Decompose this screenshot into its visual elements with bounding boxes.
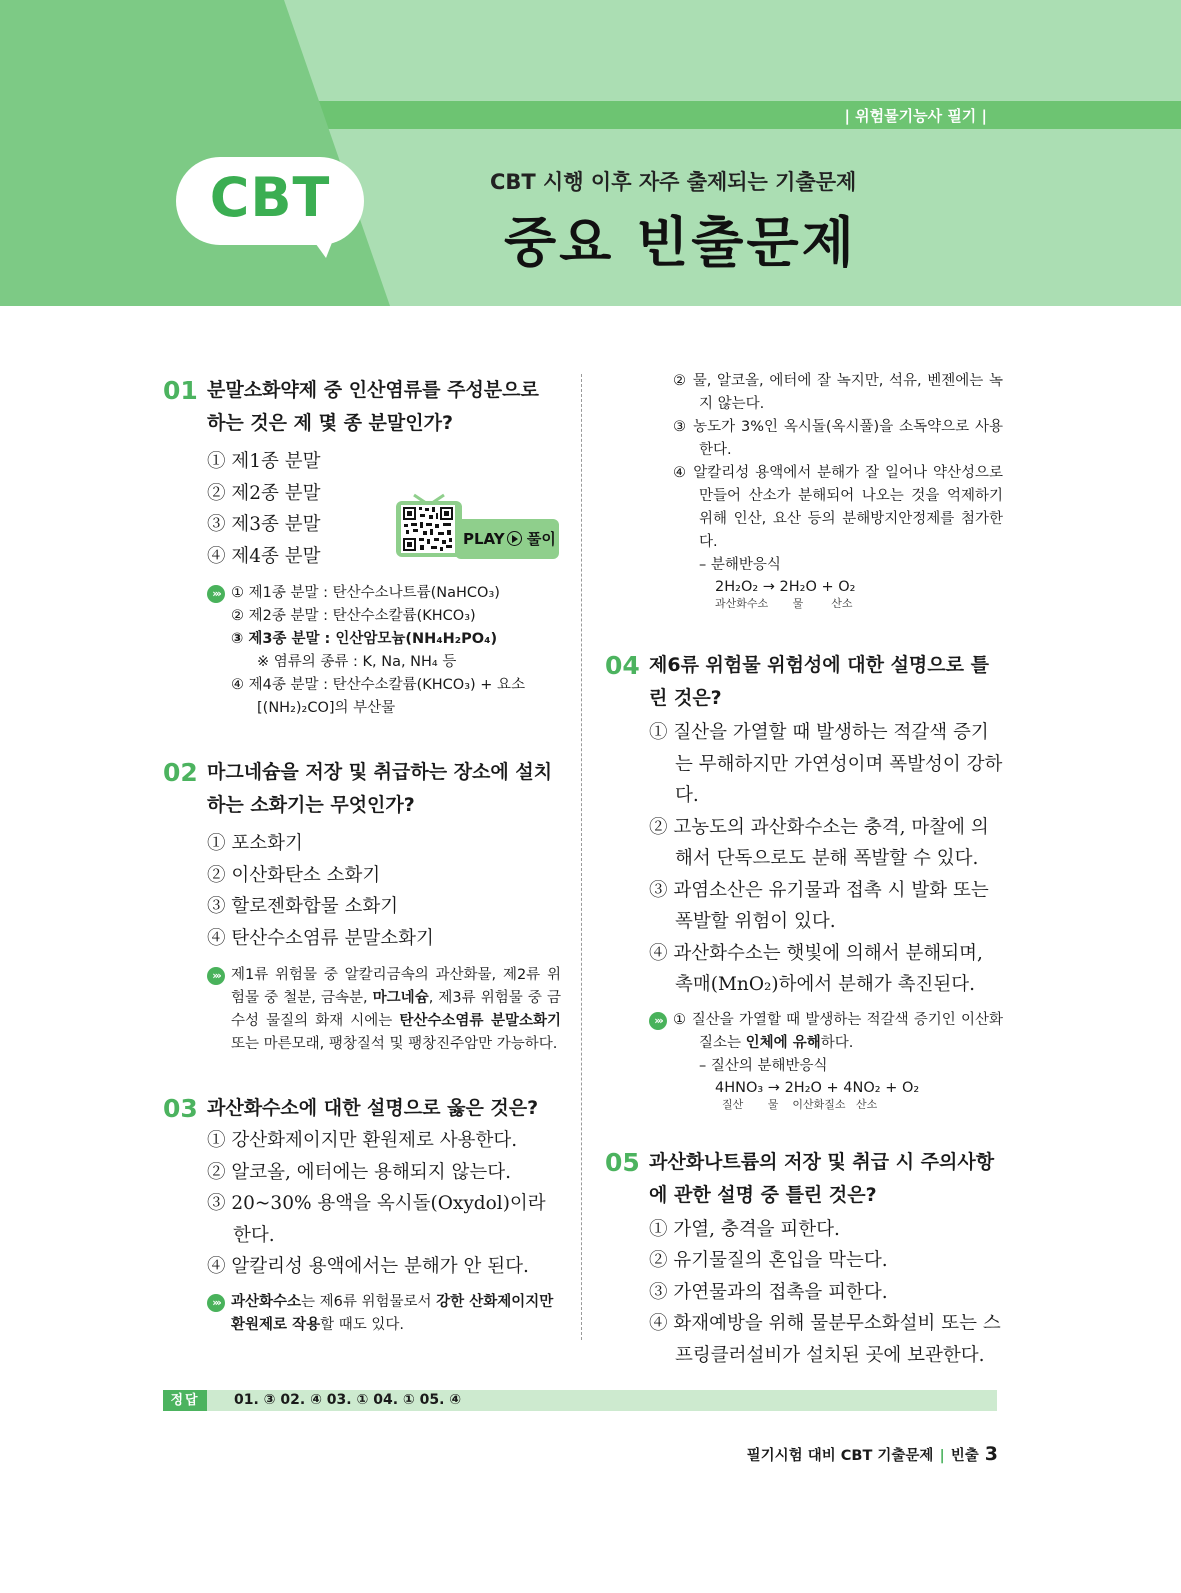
- page-number: 3: [984, 1443, 998, 1465]
- page-title: 중요 빈출문제: [504, 211, 857, 274]
- reaction-labels: 과산화수소 물 산소: [715, 597, 853, 610]
- explanation: [207, 1291, 561, 1337]
- column-divider: [581, 374, 582, 1340]
- answer-label: 정답: [163, 1390, 207, 1411]
- option-1[interactable]: ① 가열, 충격을 피한다.: [649, 1218, 840, 1240]
- explanation-line: ④ 제4종 분말 : 탄산수소칼륨(KHCO₃) + 요소 [(NH₂)₂CO]의 부산물: [231, 677, 526, 716]
- option-3[interactable]: ③ 가연물과의 접촉을 피한다.: [649, 1281, 888, 1303]
- option-2[interactable]: ② 제2종 분말: [207, 482, 321, 504]
- option-4[interactable]: ④ 과산화수소는 햇빛에 의해서 분해되며, 촉매(MnO₂)하에서 분해가 촉진된다.: [649, 942, 983, 995]
- explanation-text: 제1류 위험물 중 알칼리금속의 과산화물, 제2류 위험물 중 철분, 금속분,: [231, 967, 561, 1006]
- option-2[interactable]: ② 유기물질의 혼입을 막는다.: [649, 1250, 888, 1271]
- reaction-labels: 질산 물 이산화질소 산소: [715, 1097, 878, 1111]
- explanation-text: 할 때도 있다.: [320, 1316, 404, 1333]
- footer-section: 빈출: [950, 1448, 979, 1464]
- explanation-line: – 분해반응식: [699, 557, 781, 573]
- option-1[interactable]: ① 포소화기: [207, 833, 303, 854]
- explanation-line: ② 물, 알코올, 에터에 잘 녹지만, 석유, 벤젠에는 녹지 않는다.: [673, 373, 1003, 412]
- explanation-text: 또는 마른모래, 팽창질석 및 팽창진주암만 가능하다.: [231, 1036, 558, 1052]
- question-05: [605, 1146, 1003, 1372]
- option-4[interactable]: ④ 제4종 분말: [207, 545, 321, 567]
- question-text: 과산화수소에 대한 설명으로 옳은 것은?: [207, 1097, 539, 1119]
- option-3[interactable]: ③ 할로젠화합물 소화기: [207, 896, 399, 917]
- option-1[interactable]: ① 질산을 가열할 때 발생하는 적갈색 증기는 무해하지만 가연성이며 폭발성이 강하다.: [649, 722, 1003, 806]
- question-04: [605, 649, 1003, 1112]
- explanation-note: ※ 염류의 종류 : K, Na, NH₄ 등: [257, 654, 457, 670]
- option-3[interactable]: ③ 과염소산은 유기물과 접촉 시 발화 또는 폭발할 위험이 있다.: [649, 879, 989, 932]
- explanation-line-highlight: ③ 제3종 분말 : 인산암모늄(NH₄H₂PO₄): [231, 631, 498, 647]
- footer-separator: |: [939, 1448, 945, 1464]
- explanation-text: ① 질산을 가열할 때 발생하는 적갈색 증기인 이산화질소는: [673, 1011, 1003, 1051]
- explanation-emphasis: 과산화수소: [231, 1293, 302, 1310]
- option-4[interactable]: ④ 화재예방을 위해 물분무소화설비 또는 스프링클러설비가 설치된 곳에 보관한다.: [649, 1313, 1001, 1366]
- explanation-arrow-icon: ›››: [207, 967, 225, 985]
- option-list: [207, 1125, 561, 1283]
- explanation-text: 는 제6류 위험물로서: [301, 1293, 437, 1310]
- question-text: 과산화나트륨의 저장 및 취급 시 주의사항에 관한 설명 중 틀린 것은?: [649, 1150, 995, 1206]
- explanation-line: – 질산의 분해반응식: [699, 1057, 828, 1074]
- book-series-label: | 위험물기능사 필기 |: [844, 107, 987, 125]
- explanation-text: 하다.: [820, 1034, 854, 1051]
- right-column: [605, 370, 1003, 1371]
- explanation-text: , 제3류 위험물 중 금수성 물질의 화재 시에는: [231, 990, 561, 1029]
- question-number: 02: [163, 758, 198, 787]
- question-text: 분말소화약제 중 인산염류를 주성분으로 하는 것은 제 몇 종 분말인가?: [207, 379, 539, 434]
- explanation: [649, 1009, 1003, 1112]
- explanation-paragraph: [673, 1009, 1003, 1055]
- play-suffix: 풀이: [526, 530, 556, 548]
- qr-code-icon[interactable]: [396, 493, 462, 557]
- explanation-arrow-icon: ›››: [207, 1294, 225, 1312]
- footer-text: 필기시험 대비 CBT 기출문제: [746, 1448, 934, 1464]
- explanation-arrow-icon: ›››: [207, 585, 225, 603]
- option-list: [649, 717, 1003, 1001]
- page-footer: [747, 1443, 998, 1465]
- option-4[interactable]: ④ 탄산수소염류 분말소화기: [207, 927, 434, 949]
- question-number: 01: [163, 376, 198, 405]
- explanation-emphasis: 강한 산화제이지만 환원제로 작용: [231, 1293, 554, 1333]
- question-03: [163, 1092, 561, 1337]
- explanation-line: ④ 알칼리성 용액에서 분해가 잘 일어나 약산성으로 만들어 산소가 분해되어 나오는 것을 억제하기 위해 인산, 요산 등의 분해방지안정제를 첨가한다.: [673, 465, 1003, 550]
- option-2[interactable]: ② 이산화탄소 소화기: [207, 864, 381, 886]
- question-02: [163, 756, 561, 1056]
- play-solution-button[interactable]: [463, 528, 556, 549]
- option-3[interactable]: ③ 제3종 분말: [207, 514, 321, 535]
- option-1[interactable]: ① 제1종 분말: [207, 451, 321, 472]
- explanation-emphasis: 탄산수소염류 분말소화기: [399, 1013, 562, 1029]
- question-number: 04: [605, 651, 640, 680]
- reaction-equation: 2H₂O₂ → 2H₂O + O₂: [715, 579, 856, 595]
- explanation-line: ② 제2종 분말 : 탄산수소칼륨(KHCO₃): [231, 608, 476, 624]
- option-3[interactable]: ③ 20~30% 용액을 옥시돌(Oxydol)이라 한다.: [207, 1193, 546, 1246]
- question-text: 마그네슘을 저장 및 취급하는 장소에 설치하는 소화기는 무엇인가?: [207, 761, 553, 816]
- option-1[interactable]: ① 강산화제이지만 환원제로 사용한다.: [207, 1130, 518, 1151]
- reaction-equation: 4HNO₃ → 2H₂O + 4NO₂ + O₂: [715, 1079, 920, 1096]
- explanation-emphasis: 인체에 유해: [745, 1034, 821, 1051]
- cbt-badge-text: CBT: [209, 166, 331, 229]
- option-2[interactable]: ② 고농도의 과산화수소는 충격, 마찰에 의해서 단독으로도 분해 폭발할 수 있다.: [649, 816, 989, 869]
- explanation-continued: [649, 370, 1003, 611]
- explanation: [207, 582, 561, 720]
- option-list: [207, 828, 561, 954]
- question-number: 03: [163, 1094, 198, 1123]
- question-text: 제6류 위험물 위험성에 대한 설명으로 틀린 것은?: [649, 654, 989, 709]
- explanation-line: ③ 농도가 3%인 옥시돌(옥시풀)을 소독약으로 사용한다.: [673, 419, 1003, 458]
- answer-key: 01. ③ 02. ④ 03. ① 04. ① 05. ④: [234, 1392, 462, 1408]
- explanation: [207, 964, 561, 1056]
- explanation-paragraph: [231, 964, 561, 1056]
- option-list: [649, 1214, 1003, 1372]
- explanation-paragraph: [231, 1291, 561, 1337]
- explanation-line: ① 제1종 분말 : 탄산수소나트륨(NaHCO₃): [231, 585, 500, 601]
- play-circle-icon: [507, 531, 522, 546]
- option-4[interactable]: ④ 알칼리성 용액에서는 분해가 안 된다.: [207, 1256, 529, 1277]
- page-subtitle: CBT 시행 이후 자주 출제되는 기출문제: [490, 170, 857, 194]
- explanation-emphasis: 마그네슘: [372, 990, 429, 1006]
- play-label: PLAY: [463, 530, 505, 548]
- question-number: 05: [605, 1147, 640, 1177]
- explanation-arrow-icon: ›››: [649, 1012, 667, 1030]
- option-2[interactable]: ② 알코올, 에터에는 용해되지 않는다.: [207, 1161, 511, 1183]
